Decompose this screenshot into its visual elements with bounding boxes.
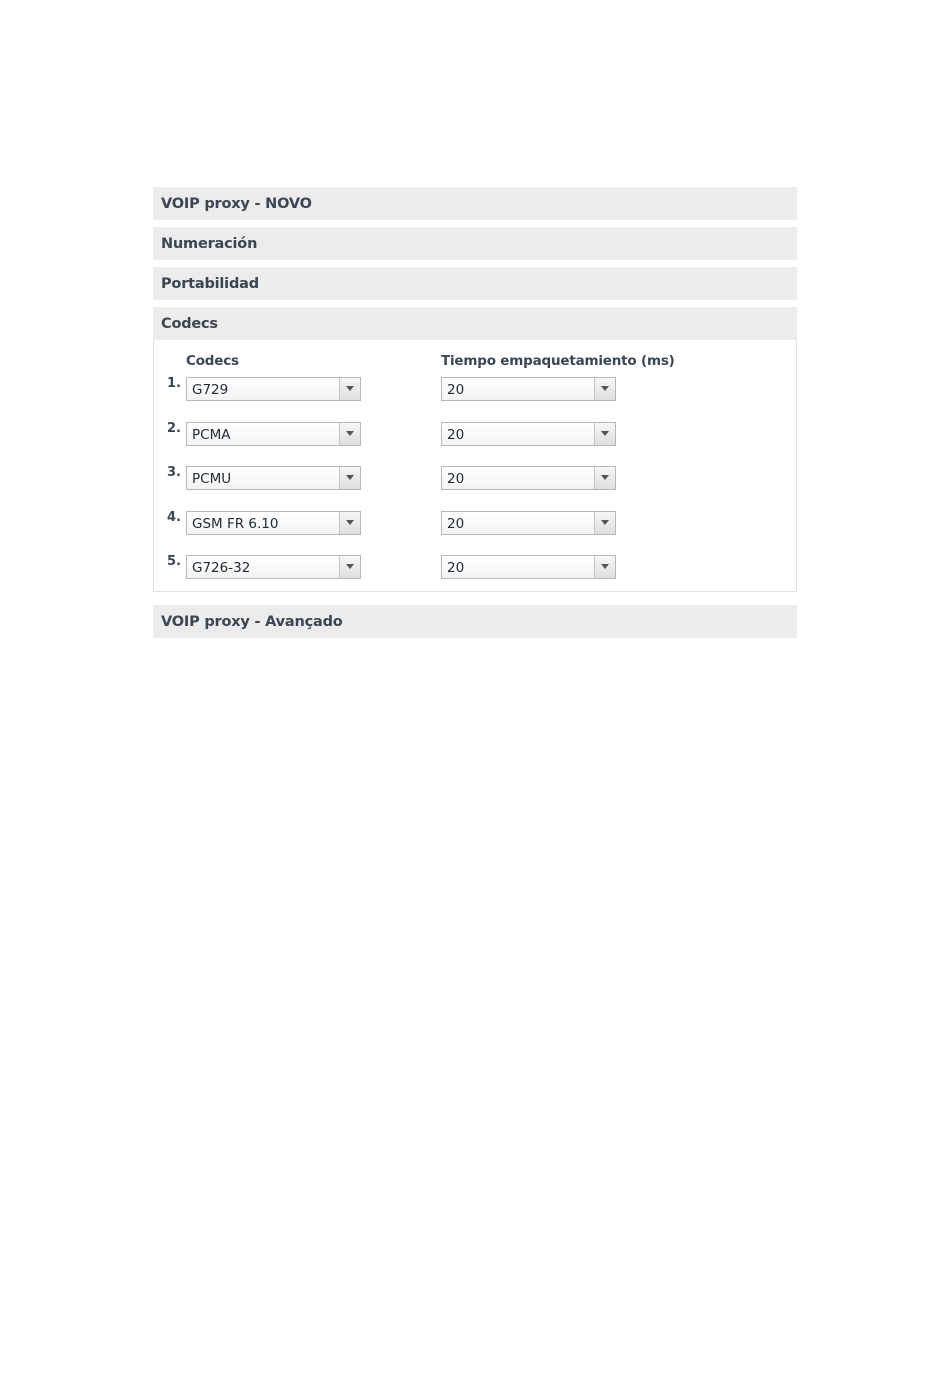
codec-select[interactable] <box>186 466 361 490</box>
codec-select-value: PCMU <box>192 471 232 487</box>
chevron-down-icon[interactable] <box>594 556 615 578</box>
chevron-down-icon[interactable] <box>339 512 360 534</box>
section-header-portabilidad[interactable]: Portabilidad <box>153 267 797 300</box>
section-header-voip-proxy-novo[interactable]: VOIP proxy - NOVO <box>153 187 797 220</box>
tiempo-select[interactable] <box>441 555 616 579</box>
section-header-numeracion[interactable]: Numeración <box>153 227 797 260</box>
codec-select[interactable] <box>186 555 361 579</box>
codec-select-value: GSM FR 6.10 <box>192 516 279 532</box>
tiempo-select-value: 20 <box>447 427 465 443</box>
tiempo-select-value: 20 <box>447 516 465 532</box>
row-number: 5. <box>167 554 181 569</box>
chevron-down-icon[interactable] <box>594 378 615 400</box>
chevron-down-icon[interactable] <box>339 423 360 445</box>
codec-select-value: G726-32 <box>192 560 251 576</box>
codecs-panel <box>153 340 797 592</box>
tiempo-column-header: Tiempo empaquetamiento (ms) <box>441 353 675 369</box>
tiempo-select[interactable] <box>441 377 616 401</box>
chevron-down-icon[interactable] <box>339 556 360 578</box>
chevron-down-icon[interactable] <box>594 467 615 489</box>
tiempo-select-value: 20 <box>447 382 465 398</box>
codec-select-value: PCMA <box>192 427 231 443</box>
row-number: 2. <box>167 421 181 436</box>
codec-select-value: G729 <box>192 382 229 398</box>
codec-select[interactable] <box>186 422 361 446</box>
tiempo-select[interactable] <box>441 466 616 490</box>
section-header-voip-proxy-avancado[interactable]: VOIP proxy - Avançado <box>153 605 797 638</box>
chevron-down-icon[interactable] <box>594 423 615 445</box>
chevron-down-icon[interactable] <box>339 378 360 400</box>
settings-accordion <box>153 187 797 638</box>
section-header-codecs[interactable]: Codecs <box>153 307 797 340</box>
chevron-down-icon[interactable] <box>339 467 360 489</box>
row-number: 1. <box>167 376 181 391</box>
tiempo-select-value: 20 <box>447 471 465 487</box>
tiempo-select[interactable] <box>441 422 616 446</box>
codec-select[interactable] <box>186 377 361 401</box>
tiempo-select-value: 20 <box>447 560 465 576</box>
tiempo-select[interactable] <box>441 511 616 535</box>
row-number: 3. <box>167 465 181 480</box>
codec-select[interactable] <box>186 511 361 535</box>
codec-column-header: Codecs <box>186 353 239 369</box>
row-number: 4. <box>167 510 181 525</box>
chevron-down-icon[interactable] <box>594 512 615 534</box>
